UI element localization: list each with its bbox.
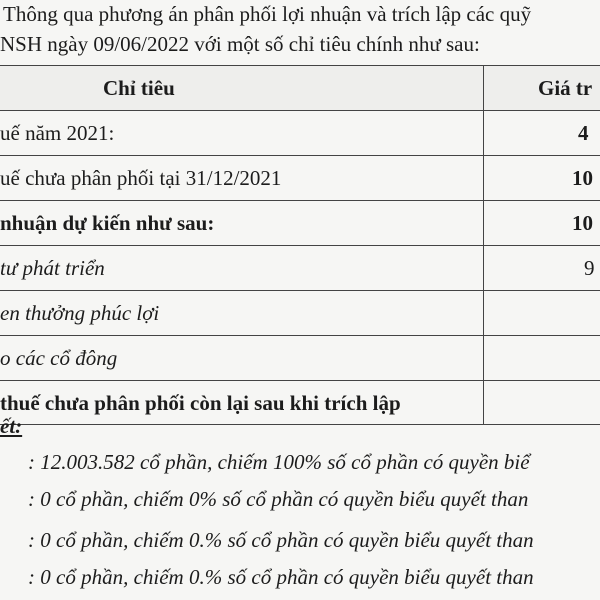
column-divider <box>483 246 484 290</box>
vote-results-heading: ết: <box>0 414 23 438</box>
header-label-chi-tieu: Chỉ tiêu <box>103 76 175 100</box>
table-row <box>0 290 600 335</box>
row-label: o các cổ đông <box>0 346 118 370</box>
vote-line: : 0 cổ phần, chiếm 0.% số cổ phần có quyền biểu quyết than <box>28 528 534 552</box>
column-divider <box>483 291 484 335</box>
row-value: 10 <box>572 166 593 190</box>
header-label-gia-tri: Giá tr <box>538 76 593 100</box>
vote-line: : 12.003.582 cổ phần, chiếm 100% số cổ phần có quyền biể <box>28 450 530 474</box>
column-divider <box>483 201 484 245</box>
column-divider <box>483 156 484 200</box>
table-row <box>0 155 600 200</box>
row-value: 4 <box>578 121 589 145</box>
table-row <box>0 110 600 155</box>
intro-line-2: NSH ngày 09/06/2022 với một số chỉ tiêu chính như sau: <box>0 32 480 56</box>
row-value: 9 <box>584 256 595 280</box>
row-label: en thưởng phúc lợi <box>0 301 160 325</box>
row-label: uế chưa phân phối tại 31/12/2021 <box>0 166 282 190</box>
column-divider <box>483 336 484 380</box>
row-label: tư phát triển <box>0 256 105 280</box>
table-row <box>0 335 600 380</box>
vote-line: : 0 cổ phần, chiếm 0.% số cổ phần có quyền biểu quyết than <box>28 565 534 589</box>
row-label: nhuận dự kiến như sau: <box>0 211 215 235</box>
table-header-row <box>0 65 600 110</box>
vote-line: : 0 cổ phần, chiếm 0% số cổ phần có quyền biểu quyết than <box>28 487 529 511</box>
table-row <box>0 245 600 290</box>
row-value: 10 <box>572 211 593 235</box>
column-divider <box>483 381 484 424</box>
column-divider <box>483 111 484 155</box>
intro-line-1: Thông qua phương án phân phối lợi nhuận và trích lập các quỹ <box>3 2 532 26</box>
table-row <box>0 380 600 425</box>
table-row <box>0 200 600 245</box>
row-label: thuế chưa phân phối còn lại sau khi trích lập <box>0 391 401 415</box>
column-divider <box>483 66 484 110</box>
row-label: uế năm 2021: <box>0 121 115 145</box>
